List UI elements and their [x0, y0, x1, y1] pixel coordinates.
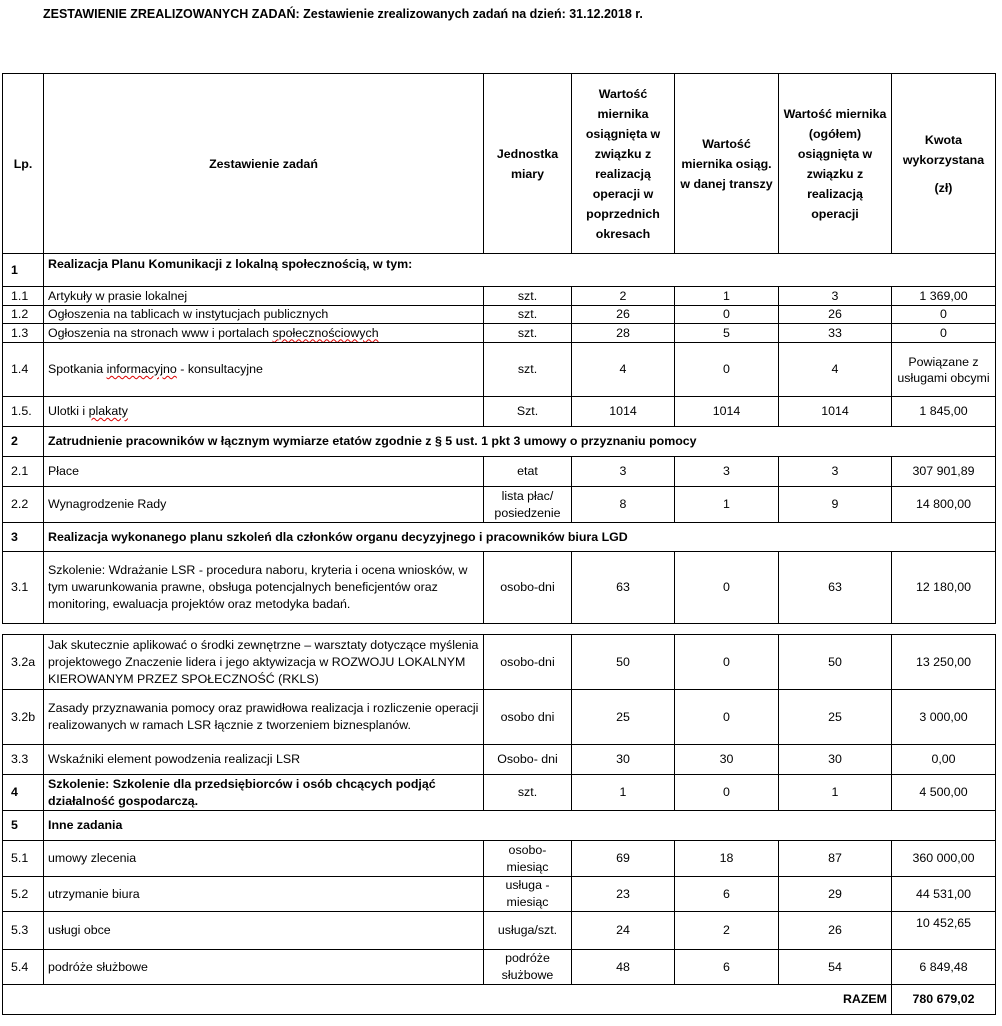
header-amount	[892, 74, 996, 254]
row-tranche: 6	[675, 950, 779, 985]
row-amount: 0	[892, 324, 996, 343]
row-amount: 0	[892, 306, 996, 324]
row-tranche: 30	[675, 745, 779, 775]
row-lp: 1.4	[3, 343, 44, 397]
header-lp: Lp.	[3, 74, 44, 254]
row-prev: 48	[572, 950, 675, 985]
row-unit: podróże służbowe	[484, 950, 572, 985]
header-task: Zestawienie zadań	[44, 74, 484, 254]
row-amount: 0,00	[892, 745, 996, 775]
table-row	[3, 397, 996, 427]
row-prev: 24	[572, 912, 675, 950]
row-amount: 13 250,00	[892, 635, 996, 690]
table-row	[3, 775, 996, 811]
row-prev: 26	[572, 306, 675, 324]
header-currency: (zł)	[934, 180, 953, 195]
row-amount: 6 849,48	[892, 950, 996, 985]
row-tranche: 18	[675, 841, 779, 877]
row-lp: 5.3	[3, 912, 44, 950]
row-task: Szkolenie: Wdrażanie LSR - procedura naboru, kryteria i ocena wniosków, w tym uwarunkowania prawne, obsługa potencjalnych beneficjentów oraz monitoring, ewaluacja projektów oraz metodyka badań.	[44, 552, 484, 624]
total-row	[3, 985, 996, 1015]
row-unit: lista płac/ posiedzenie	[484, 487, 572, 523]
header-unit: Jednostka miary	[484, 74, 572, 254]
tasks-table	[2, 73, 996, 1015]
table-row	[3, 487, 996, 523]
spellcheck-word: plakaty	[88, 404, 128, 418]
section-title: Inne zadania	[44, 811, 996, 841]
row-lp: 1.3	[3, 324, 44, 343]
section-lp: 3	[3, 523, 44, 552]
row-lp: 5.1	[3, 841, 44, 877]
table-row	[3, 877, 996, 912]
row-total: 26	[779, 306, 892, 324]
row-amount: 360 000,00	[892, 841, 996, 877]
row-total: 54	[779, 950, 892, 985]
table-row	[3, 324, 996, 343]
row-tranche: 1	[675, 287, 779, 306]
row-lp: 2.1	[3, 457, 44, 487]
row-task-text: - konsultacyjne	[176, 362, 263, 376]
row-prev: 50	[572, 635, 675, 690]
row-unit: osobo-miesiąc	[484, 841, 572, 877]
row-total: 9	[779, 487, 892, 523]
row-unit: Szt.	[484, 397, 572, 427]
table-row	[3, 841, 996, 877]
row-lp: 5.4	[3, 950, 44, 985]
row-total: 3	[779, 287, 892, 306]
row-unit: szt.	[484, 287, 572, 306]
table-row	[3, 306, 996, 324]
row-unit: osobo-dni	[484, 552, 572, 624]
row-lp: 1.5.	[3, 397, 44, 427]
section-title: Realizacja wykonanego planu szkoleń dla członków organu decyzyjnego i pracowników biura LGD	[44, 523, 996, 552]
row-lp: 5.2	[3, 877, 44, 912]
row-tranche: 0	[675, 775, 779, 811]
row-unit: usługa/szt.	[484, 912, 572, 950]
row-lp: 3.1	[3, 552, 44, 624]
row-total: 63	[779, 552, 892, 624]
table-row	[3, 690, 996, 745]
row-amount: 307 901,89	[892, 457, 996, 487]
row-total: 30	[779, 745, 892, 775]
row-prev: 1	[572, 775, 675, 811]
row-amount: Powiązane z usługami obcymi	[892, 343, 996, 397]
spellcheck-word: społecznościowych	[272, 325, 379, 340]
row-task: umowy zlecenia	[44, 841, 484, 877]
row-tranche: 3	[675, 457, 779, 487]
table-row	[3, 635, 996, 690]
row-total: 33	[779, 324, 892, 343]
row-amount: 1 369,00	[892, 287, 996, 306]
row-unit: szt.	[484, 306, 572, 324]
row-amount: 14 800,00	[892, 487, 996, 523]
row-prev: 63	[572, 552, 675, 624]
gap-cell	[3, 624, 996, 635]
row-lp: 3.3	[3, 745, 44, 775]
row-total: 29	[779, 877, 892, 912]
row-lp: 2.2	[3, 487, 44, 523]
total-label: RAZEM	[3, 985, 892, 1015]
section-row	[3, 811, 996, 841]
table-row	[3, 745, 996, 775]
row-prev: 1014	[572, 397, 675, 427]
header-tranche: Wartość miernika osiąg. w danej transzy	[675, 74, 779, 254]
row-amount: 44 531,00	[892, 877, 996, 912]
header-prev: Wartość miernika osiągnięta w związku z realizacją operacji w poprzednich okresach	[572, 74, 675, 254]
row-prev: 3	[572, 457, 675, 487]
section-title: Realizacja Planu Komunikacji z lokalną społecznością, w tym:	[44, 254, 996, 287]
header-total: Wartość miernika (ogółem) osiągnięta w związku z realizacją operacji	[779, 74, 892, 254]
section-lp: 5	[3, 811, 44, 841]
row-unit: szt.	[484, 343, 572, 397]
row-unit: Osobo- dni	[484, 745, 572, 775]
row-unit: osobo dni	[484, 690, 572, 745]
spellcheck-word: informacyjno	[106, 362, 177, 376]
row-amount: 1 845,00	[892, 397, 996, 427]
row-unit: szt.	[484, 775, 572, 811]
row-total: 26	[779, 912, 892, 950]
row-amount: 4 500,00	[892, 775, 996, 811]
row-unit: osobo-dni	[484, 635, 572, 690]
table-row	[3, 287, 996, 306]
row-task: Jak skutecznie aplikować o środki zewnętrzne – warsztaty dotyczące myślenia projektowego Znaczenie lidera i jego aktywizacja w ROZWOJU LOKALNYM KIEROWANYM PRZEZ SPOŁECZNOŚĆ (RKLS)	[44, 635, 484, 690]
row-amount: 10 452,65	[892, 912, 996, 950]
section-row	[3, 523, 996, 552]
page-title: ZESTAWIENIE ZREALIZOWANYCH ZADAŃ: Zestawienie zrealizowanych zadań na dzień: 31.12.2018 r.	[43, 7, 643, 21]
row-task: Zasady przyznawania pomocy oraz prawidłowa realizacja i rozliczenie operacji realizowanych w ramach LSR łącznie z tworzeniem biznesplanów.	[44, 690, 484, 745]
row-prev: 8	[572, 487, 675, 523]
row-task	[44, 324, 484, 343]
row-prev: 2	[572, 287, 675, 306]
row-task: Szkolenie: Szkolenie dla przedsiębiorców i osób chcących podjąć działalność gospodarczą.	[44, 775, 484, 811]
row-tranche: 0	[675, 635, 779, 690]
row-lp: 3.2b	[3, 690, 44, 745]
table-gap	[3, 624, 996, 635]
table-row	[3, 343, 996, 397]
section-lp: 2	[3, 427, 44, 457]
row-total: 1014	[779, 397, 892, 427]
row-lp: 3.2a	[3, 635, 44, 690]
row-task: podróże służbowe	[44, 950, 484, 985]
row-prev: 23	[572, 877, 675, 912]
row-total: 4	[779, 343, 892, 397]
section-row	[3, 254, 996, 287]
section-lp: 1	[3, 254, 44, 287]
row-total: 1	[779, 775, 892, 811]
row-unit: etat	[484, 457, 572, 487]
header-row	[3, 74, 996, 254]
total-amount: 780 679,02	[892, 985, 996, 1015]
table-row	[3, 950, 996, 985]
row-tranche: 0	[675, 306, 779, 324]
row-tranche: 1014	[675, 397, 779, 427]
row-task: Ogłoszenia na tablicach w instytucjach publicznych	[44, 306, 484, 324]
row-prev: 4	[572, 343, 675, 397]
row-total: 87	[779, 841, 892, 877]
table-row	[3, 552, 996, 624]
row-tranche: 0	[675, 690, 779, 745]
row-tranche: 1	[675, 487, 779, 523]
row-prev: 25	[572, 690, 675, 745]
row-task: usługi obce	[44, 912, 484, 950]
row-prev: 28	[572, 324, 675, 343]
table-row	[3, 457, 996, 487]
header-amount-label: Kwota wykorzystana	[902, 132, 985, 167]
row-task-text: Ulotki i	[48, 404, 89, 418]
row-lp: 1.2	[3, 306, 44, 324]
section-title: Zatrudnienie pracowników w łącznym wymiarze etatów zgodnie z § 5 ust. 1 pkt 3 umowy o przyznaniu pomocy	[44, 427, 996, 457]
table-row	[3, 912, 996, 950]
row-lp: 1.1	[3, 287, 44, 306]
section-row	[3, 427, 996, 457]
row-total: 25	[779, 690, 892, 745]
row-task	[44, 343, 484, 397]
row-tranche: 6	[675, 877, 779, 912]
row-task	[44, 397, 484, 427]
row-tranche: 0	[675, 552, 779, 624]
row-task-text: Ogłoszenia na stronach www i portalach	[48, 325, 273, 340]
row-task: utrzymanie biura	[44, 877, 484, 912]
row-task-text: Spotkania	[48, 362, 107, 376]
row-total: 3	[779, 457, 892, 487]
row-unit: szt.	[484, 324, 572, 343]
row-amount: 12 180,00	[892, 552, 996, 624]
row-prev: 69	[572, 841, 675, 877]
row-task: Artykuły w prasie lokalnej	[44, 287, 484, 306]
row-prev: 30	[572, 745, 675, 775]
row-amount: 3 000,00	[892, 690, 996, 745]
row-unit: usługa - miesiąc	[484, 877, 572, 912]
row-lp: 4	[3, 775, 44, 811]
row-task: Wskaźniki element powodzenia realizacji LSR	[44, 745, 484, 775]
row-tranche: 2	[675, 912, 779, 950]
row-total: 50	[779, 635, 892, 690]
row-task: Płace	[44, 457, 484, 487]
row-task: Wynagrodzenie Rady	[44, 487, 484, 523]
row-tranche: 5	[675, 324, 779, 343]
row-tranche: 0	[675, 343, 779, 397]
